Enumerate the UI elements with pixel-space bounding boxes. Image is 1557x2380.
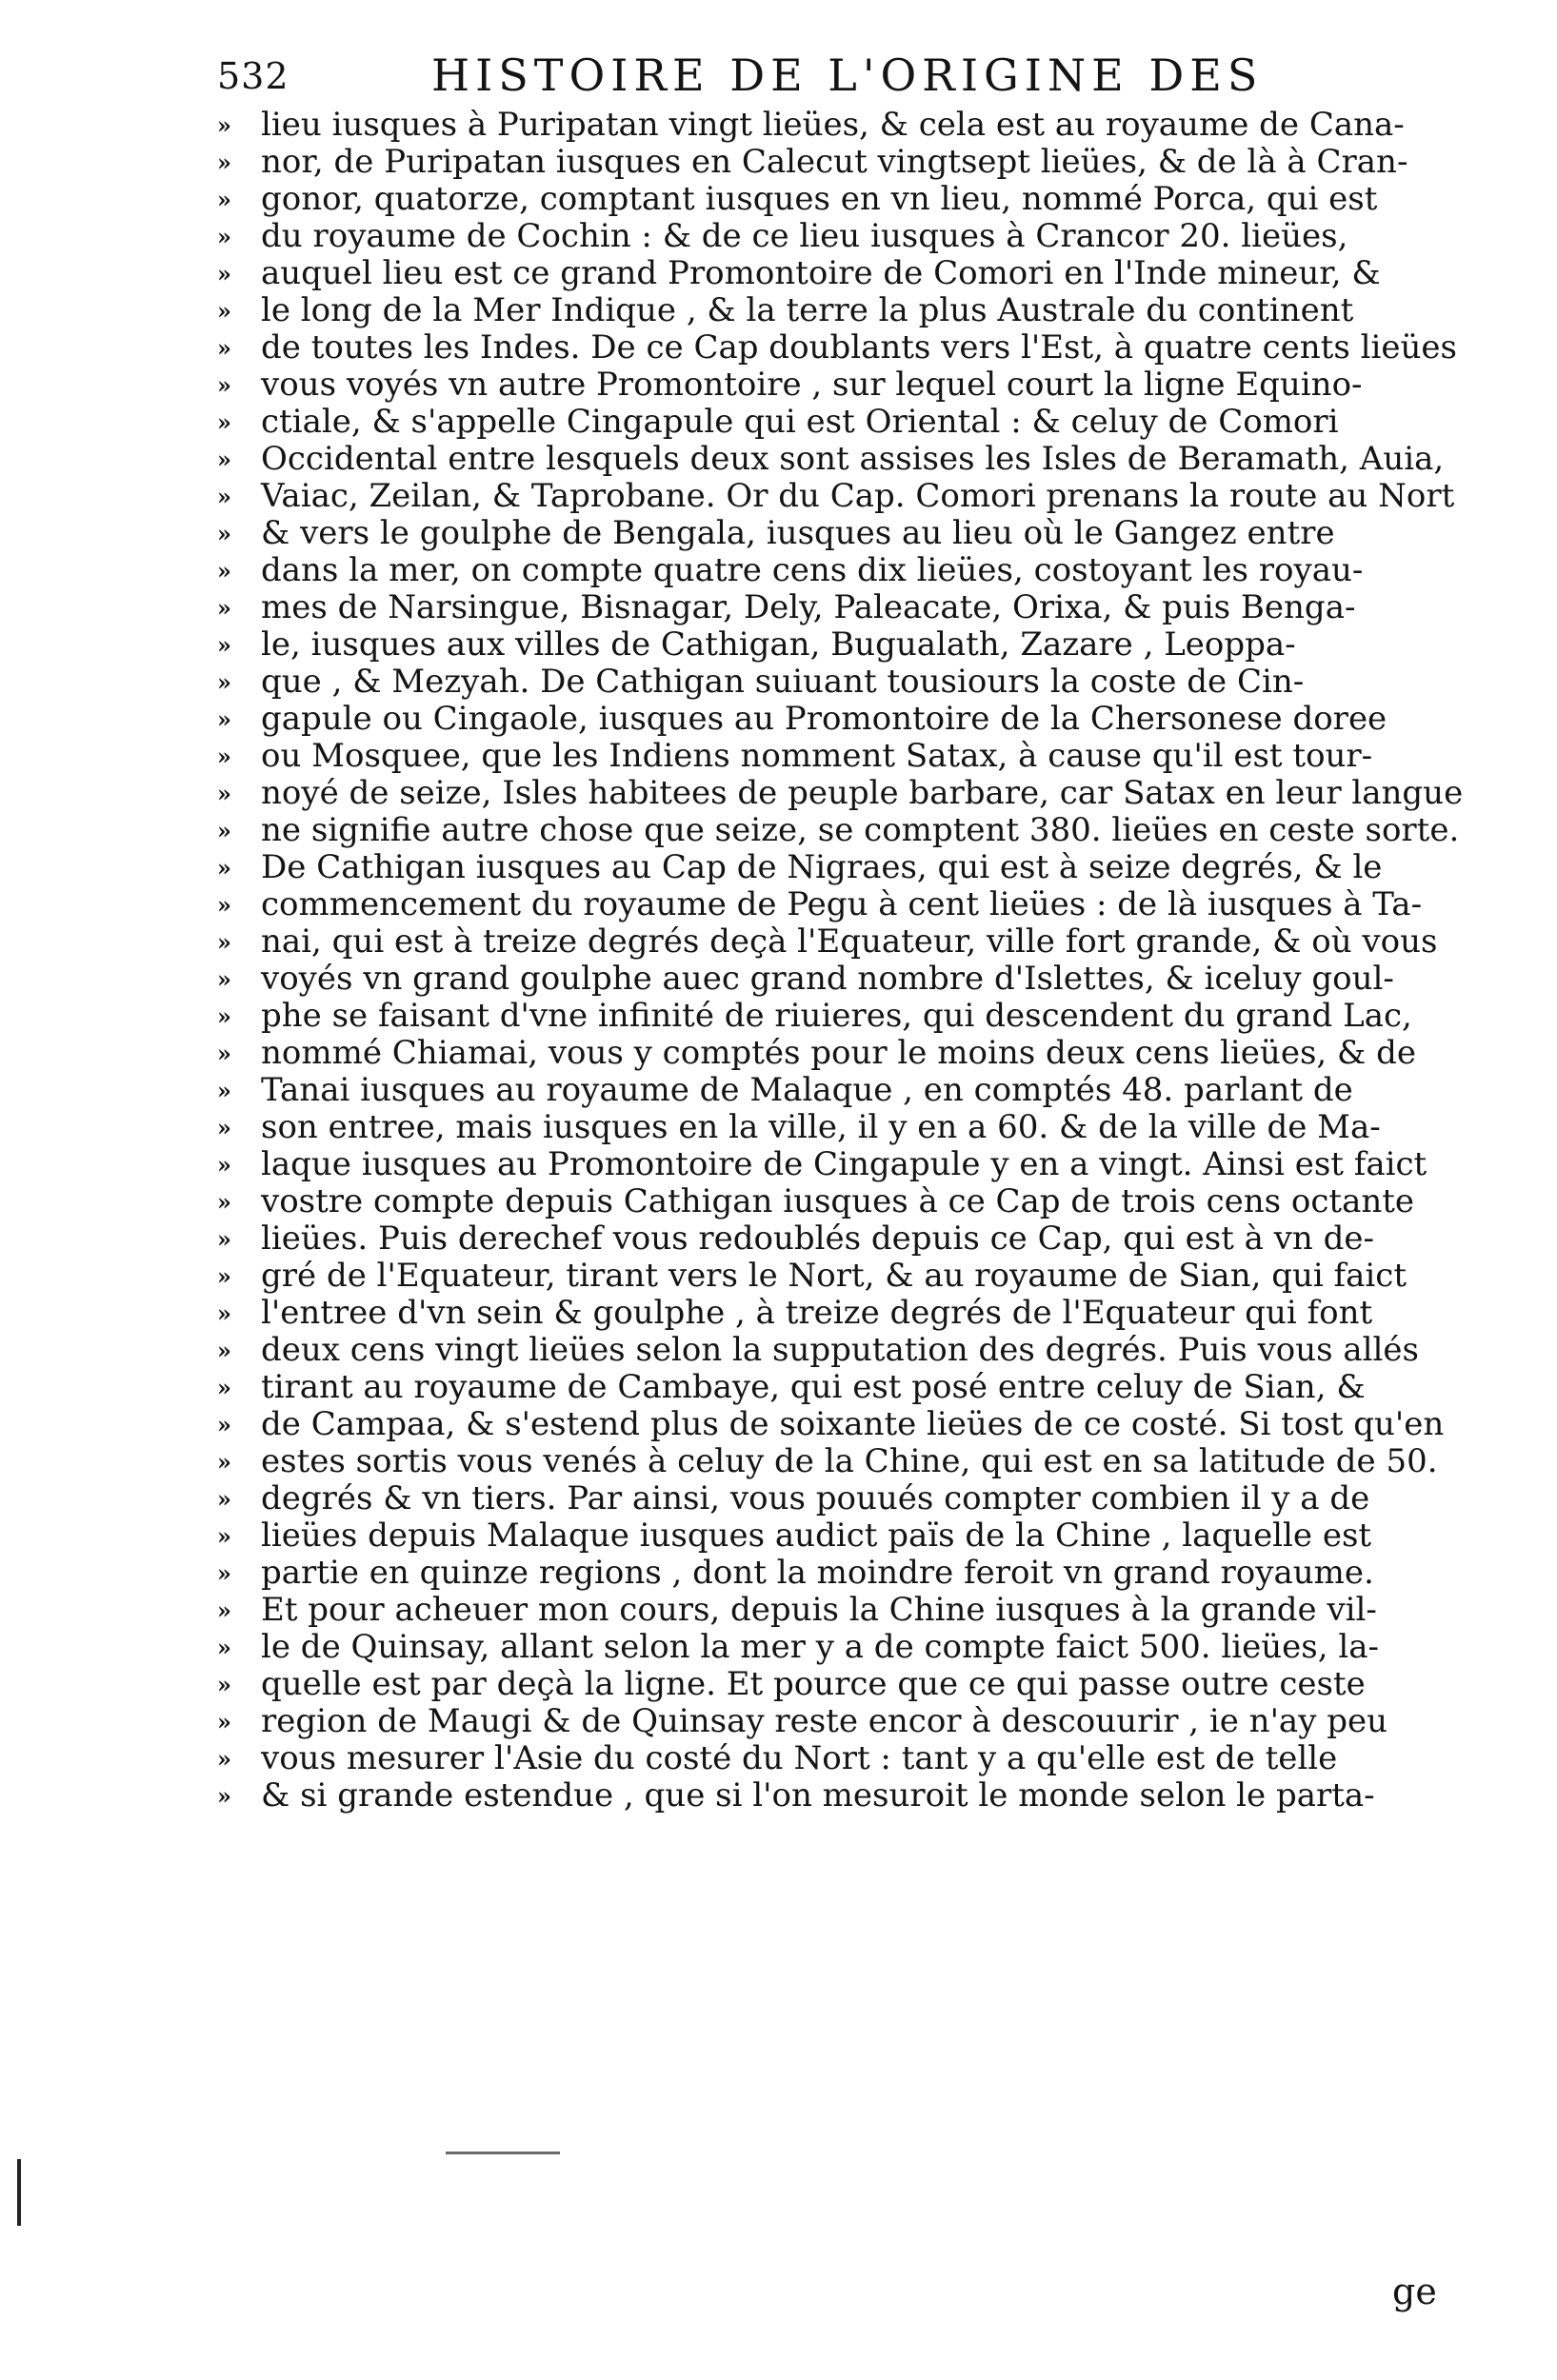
- quotation-mark: »: [217, 928, 231, 956]
- text-line: [217, 664, 1465, 701]
- line-text: nommé Chiamai, vous y comptés pour le moins deux cens lieües, & de: [261, 1034, 1416, 1072]
- line-text: du royaume de Cochin : & de ce lieu iusques à Crancor 20. lieües,: [261, 217, 1348, 255]
- quotation-mark: »: [217, 260, 231, 288]
- quotation-mark: »: [217, 743, 231, 770]
- text-line: [217, 552, 1465, 589]
- text-line: [217, 255, 1465, 292]
- line-text: vous voyés vn autre Promontoire , sur lequel court la ligne Equino-: [261, 366, 1363, 404]
- text-line: [217, 1220, 1465, 1258]
- line-text: partie en quinze regions , dont la moindre feroit vn grand royaume.: [261, 1554, 1374, 1592]
- line-text: Occidental entre lesquels deux sont assises les Isles de Beramath, Auia,: [261, 440, 1445, 478]
- quotation-mark: »: [217, 780, 231, 807]
- text-line: [217, 1666, 1465, 1703]
- quotation-mark: »: [217, 1634, 231, 1661]
- quotation-mark: »: [217, 334, 231, 362]
- quotation-mark: »: [217, 1448, 231, 1476]
- catchword: ge: [1392, 2271, 1437, 2312]
- text-line: [217, 589, 1465, 626]
- line-text: dans la mer, on compte quatre cens dix lieües, costoyant les royau-: [261, 551, 1364, 589]
- line-text: lieües. Puis derechef vous redoublés depuis ce Cap, qui est à vn de-: [261, 1220, 1374, 1258]
- text-line: [217, 478, 1465, 515]
- text-line: [217, 1369, 1465, 1406]
- line-text: gonor, quatorze, comptant iusques en vn lieu, nommé Porca, qui est: [261, 180, 1378, 218]
- quotation-mark: »: [217, 1262, 231, 1290]
- line-text: le, iusques aux villes de Cathigan, Bugualath, Zazare , Leoppa-: [261, 625, 1296, 664]
- text-line: [217, 1629, 1465, 1666]
- quotation-mark: »: [217, 1745, 231, 1773]
- text-line: [217, 775, 1465, 812]
- quotation-mark: »: [217, 557, 231, 585]
- text-line: [217, 1109, 1465, 1146]
- text-line: [217, 515, 1465, 552]
- text-line: [217, 292, 1465, 329]
- text-line: [217, 738, 1465, 775]
- quotation-mark: »: [217, 223, 231, 250]
- line-text: & si grande estendue , que si l'on mesuroit le monde selon le parta-: [261, 1776, 1375, 1815]
- line-text: auquel lieu est ce grand Promontoire de Comori en l'Inde mineur, &: [261, 254, 1381, 292]
- text-line: [217, 1295, 1465, 1332]
- text-line: [217, 329, 1465, 367]
- page-number: 532: [217, 55, 289, 97]
- ink-blemish: [17, 2159, 21, 2226]
- text-line: [217, 1258, 1465, 1295]
- line-text: vous mesurer l'Asie du costé du Nort : tant y a qu'elle est de telle: [261, 1739, 1338, 1777]
- quotation-mark: »: [217, 149, 231, 176]
- quotation-mark: »: [217, 1559, 231, 1587]
- text-line: [217, 1592, 1465, 1629]
- text-line: [217, 1146, 1465, 1183]
- line-text: son entree, mais iusques en la ville, il y en a 60. & de la ville de Ma-: [261, 1108, 1381, 1146]
- text-line: [217, 886, 1465, 923]
- text-line: [217, 367, 1465, 404]
- running-title: HISTOIRE DE L'ORIGINE DES: [431, 50, 1264, 101]
- line-text: mes de Narsingue, Bisnagar, Dely, Paleacate, Orixa, & puis Benga-: [261, 588, 1356, 626]
- line-text: que , & Mezyah. De Cathigan suiuant tousiours la coste de Cin-: [261, 663, 1305, 701]
- line-text: l'entree d'vn sein & goulphe , à treize degrés de l'Equateur qui font: [261, 1294, 1373, 1332]
- text-line: [217, 1703, 1465, 1740]
- text-line: [217, 1332, 1465, 1369]
- line-text: de Campaa, & s'estend plus de soixante lieües de ce costé. Si tost qu'en: [261, 1405, 1445, 1443]
- text-line: [217, 107, 1465, 144]
- body-text: [217, 107, 1465, 1815]
- line-text: noyé de seize, Isles habitees de peuple barbare, car Satax en leur langue: [261, 774, 1464, 812]
- text-line: [217, 218, 1465, 255]
- line-text: de toutes les Indes. De ce Cap doublants vers l'Est, à quatre cents lieües: [261, 328, 1457, 367]
- quotation-mark: »: [217, 1151, 231, 1179]
- quotation-mark: »: [217, 1782, 231, 1810]
- quotation-mark: »: [217, 705, 231, 733]
- quotation-mark: »: [217, 111, 231, 139]
- text-line: [217, 1443, 1465, 1480]
- quotation-mark: »: [217, 297, 231, 325]
- quotation-mark: »: [217, 1002, 231, 1030]
- quotation-mark: »: [217, 1411, 231, 1438]
- line-text: voyés vn grand goulphe auec grand nombre d'Islettes, & iceluy goul-: [261, 960, 1394, 998]
- line-text: quelle est par deçà la ligne. Et pource que ce qui passe outre ceste: [261, 1665, 1366, 1703]
- quotation-mark: »: [217, 1671, 231, 1698]
- quotation-mark: »: [217, 1522, 231, 1550]
- quotation-mark: »: [217, 1077, 231, 1104]
- text-line: [217, 849, 1465, 886]
- text-line: [217, 1777, 1465, 1815]
- quotation-mark: »: [217, 446, 231, 473]
- line-text: region de Maugi & de Quinsay reste encor à descouurir , ie n'ay peu: [261, 1702, 1387, 1740]
- text-line: [217, 181, 1465, 218]
- quotation-mark: »: [217, 854, 231, 882]
- line-text: laque iusques au Promontoire de Cingapule y en a vingt. Ainsi est faict: [261, 1145, 1427, 1183]
- text-line: [217, 923, 1465, 961]
- text-line: [217, 1555, 1465, 1592]
- line-text: vostre compte depuis Cathigan iusques à ce Cap de trois cens octante: [261, 1182, 1415, 1220]
- quotation-mark: »: [217, 1337, 231, 1364]
- text-line: [217, 961, 1465, 998]
- line-text: & vers le goulphe de Bengala, iusques au lieu où le Gangez entre: [261, 514, 1335, 552]
- line-text: lieu iusques à Puripatan vingt lieües, & cela est au royaume de Cana-: [261, 106, 1405, 144]
- line-text: Tanai iusques au royaume de Malaque , en comptés 48. parlant de: [261, 1071, 1353, 1109]
- quotation-mark: »: [217, 1374, 231, 1401]
- text-line: [217, 998, 1465, 1035]
- ink-smudge: [446, 2152, 560, 2154]
- quotation-mark: »: [217, 594, 231, 622]
- quotation-mark: »: [217, 1188, 231, 1216]
- quotation-mark: »: [217, 520, 231, 547]
- quotation-mark: »: [217, 1299, 231, 1327]
- quotation-mark: »: [217, 408, 231, 436]
- line-text: deux cens vingt lieües selon la supputation des degrés. Puis vous allés: [261, 1331, 1419, 1369]
- text-line: [217, 1072, 1465, 1109]
- line-text: phe se faisant d'vne infinité de riuieres, qui descendent du grand Lac,: [261, 997, 1412, 1035]
- text-line: [217, 701, 1465, 738]
- quotation-mark: »: [217, 1485, 231, 1513]
- quotation-mark: »: [217, 631, 231, 659]
- quotation-mark: »: [217, 1040, 231, 1067]
- line-text: degrés & vn tiers. Par ainsi, vous pouués compter combien il y a de: [261, 1479, 1370, 1517]
- line-text: tirant au royaume de Cambaye, qui est posé entre celuy de Sian, &: [261, 1368, 1366, 1406]
- text-line: [217, 144, 1465, 181]
- text-line: [217, 1480, 1465, 1517]
- quotation-mark: »: [217, 891, 231, 919]
- line-text: De Cathigan iusques au Cap de Nigraes, qui est à seize degrés, & le: [261, 848, 1383, 886]
- line-text: le de Quinsay, allant selon la mer y a de compte faict 500. lieües, la-: [261, 1628, 1379, 1666]
- line-text: ctiale, & s'appelle Cingapule qui est Oriental : & celuy de Comori: [261, 403, 1339, 441]
- line-text: nor, de Puripatan iusques en Calecut vingtsept lieües, & de là à Cran-: [261, 143, 1408, 181]
- quotation-mark: »: [217, 817, 231, 844]
- quotation-mark: »: [217, 483, 231, 510]
- line-text: ou Mosquee, que les Indiens nomment Satax, à cause qu'il est tour-: [261, 737, 1373, 775]
- text-line: [217, 441, 1465, 478]
- text-line: [217, 1517, 1465, 1555]
- text-line: [217, 1183, 1465, 1220]
- line-text: nai, qui est à treize degrés deçà l'Equateur, ville fort grande, & où vous: [261, 922, 1438, 961]
- text-line: [217, 626, 1465, 664]
- line-text: commencement du royaume de Pegu à cent lieües : de là iusques à Ta-: [261, 885, 1423, 923]
- line-text: Vaiac, Zeilan, & Taprobane. Or du Cap. Comori prenans la route au Nort: [261, 477, 1455, 515]
- quotation-mark: »: [217, 371, 231, 399]
- line-text: gré de l'Equateur, tirant vers le Nort, & au royaume de Sian, qui faict: [261, 1257, 1407, 1295]
- line-text: le long de la Mer Indique , & la terre la plus Australe du continent: [261, 291, 1354, 329]
- quotation-mark: »: [217, 1225, 231, 1253]
- text-line: [217, 1740, 1465, 1777]
- line-text: ne signifie autre chose que seize, se comptent 380. lieües en ceste sorte.: [261, 811, 1460, 849]
- text-line: [217, 1406, 1465, 1443]
- quotation-mark: »: [217, 965, 231, 993]
- quotation-mark: »: [217, 186, 231, 213]
- text-line: [217, 1035, 1465, 1072]
- line-text: estes sortis vous venés à celuy de la Chine, qui est en sa latitude de 50.: [261, 1442, 1438, 1480]
- line-text: lieües depuis Malaque iusques audict païs de la Chine , laquelle est: [261, 1517, 1372, 1555]
- quotation-mark: »: [217, 1114, 231, 1141]
- text-line: [217, 812, 1465, 849]
- line-text: gapule ou Cingaole, iusques au Promontoire de la Chersonese doree: [261, 700, 1387, 738]
- quotation-mark: »: [217, 1708, 231, 1735]
- line-text: Et pour acheuer mon cours, depuis la Chine iusques à la grande vil-: [261, 1591, 1377, 1629]
- quotation-mark: »: [217, 668, 231, 696]
- text-line: [217, 404, 1465, 441]
- quotation-mark: »: [217, 1597, 231, 1624]
